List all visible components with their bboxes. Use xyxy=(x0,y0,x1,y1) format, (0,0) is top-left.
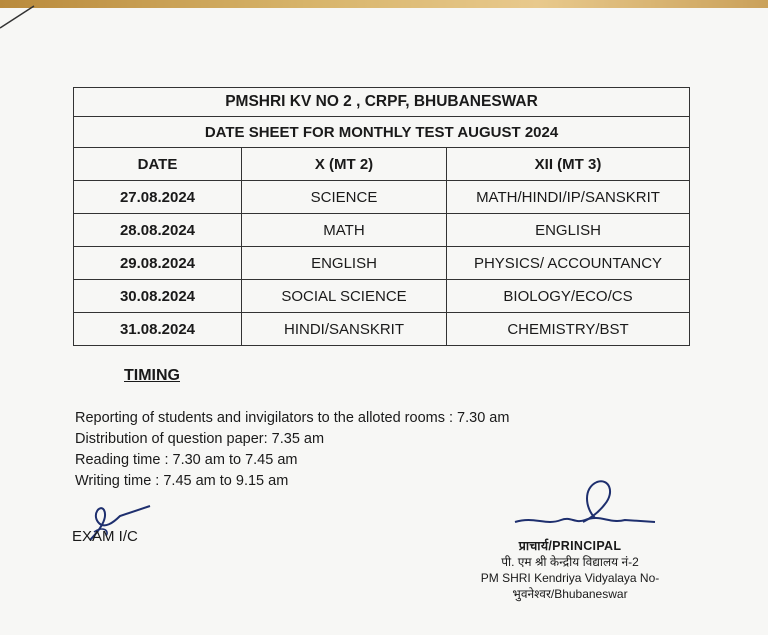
class-xii-subject: PHYSICS/ ACCOUNTANCY xyxy=(447,247,690,280)
principal-stamp xyxy=(470,538,670,602)
class-xii-subject: ENGLISH xyxy=(447,214,690,247)
class-xii-subject: MATH/HINDI/IP/SANSKRIT xyxy=(447,181,690,214)
date-cell: 30.08.2024 xyxy=(74,280,242,313)
table-row xyxy=(74,280,690,313)
exam-ic-label: EXAM I/C xyxy=(72,528,138,545)
date-cell: 31.08.2024 xyxy=(74,313,242,346)
paper-top-edge xyxy=(0,0,768,8)
stamp-school-hindi: पी. एम श्री केन्द्रीय विद्यालय नं-2 xyxy=(501,555,639,569)
writing-time-line: Writing time : 7.45 am to 9.15 am xyxy=(75,473,289,489)
distribution-time-line: Distribution of question paper: 7.35 am xyxy=(75,431,325,447)
class-x-subject: ENGLISH xyxy=(242,247,447,280)
stamp-city: भुवनेश्वर/Bhubaneswar xyxy=(512,587,628,601)
class-x-subject: MATH xyxy=(242,214,447,247)
date-sheet-subtitle: DATE SHEET FOR MONTHLY TEST AUGUST 2024 xyxy=(74,117,690,148)
date-cell: 28.08.2024 xyxy=(74,214,242,247)
date-cell: 29.08.2024 xyxy=(74,247,242,280)
reporting-time-line: Reporting of students and invigilators to the alloted rooms : 7.30 am xyxy=(75,410,510,426)
table-row xyxy=(74,313,690,346)
stamp-principal-title: प्राचार्य/PRINCIPAL xyxy=(518,539,622,553)
header-date: DATE xyxy=(74,148,242,181)
table-row xyxy=(74,181,690,214)
header-class-xii: XII (MT 3) xyxy=(447,148,690,181)
class-x-subject: SCIENCE xyxy=(242,181,447,214)
class-xii-subject: CHEMISTRY/BST xyxy=(447,313,690,346)
reading-time-line: Reading time : 7.30 am to 7.45 am xyxy=(75,452,298,468)
class-x-subject: SOCIAL SCIENCE xyxy=(242,280,447,313)
corner-fold-line xyxy=(0,0,40,30)
date-cell: 27.08.2024 xyxy=(74,181,242,214)
timing-details xyxy=(75,408,509,492)
timing-heading: TIMING xyxy=(124,367,180,384)
date-sheet-table xyxy=(73,87,690,346)
stamp-school-english: PM SHRI Kendriya Vidyalaya No- xyxy=(480,571,660,585)
principal-signature xyxy=(505,478,665,538)
class-x-subject: HINDI/SANSKRIT xyxy=(242,313,447,346)
class-xii-subject: BIOLOGY/ECO/CS xyxy=(447,280,690,313)
table-row xyxy=(74,214,690,247)
school-title: PMSHRI KV NO 2 , CRPF, BHUBANESWAR xyxy=(74,88,690,117)
header-class-x: X (MT 2) xyxy=(242,148,447,181)
table-row xyxy=(74,247,690,280)
